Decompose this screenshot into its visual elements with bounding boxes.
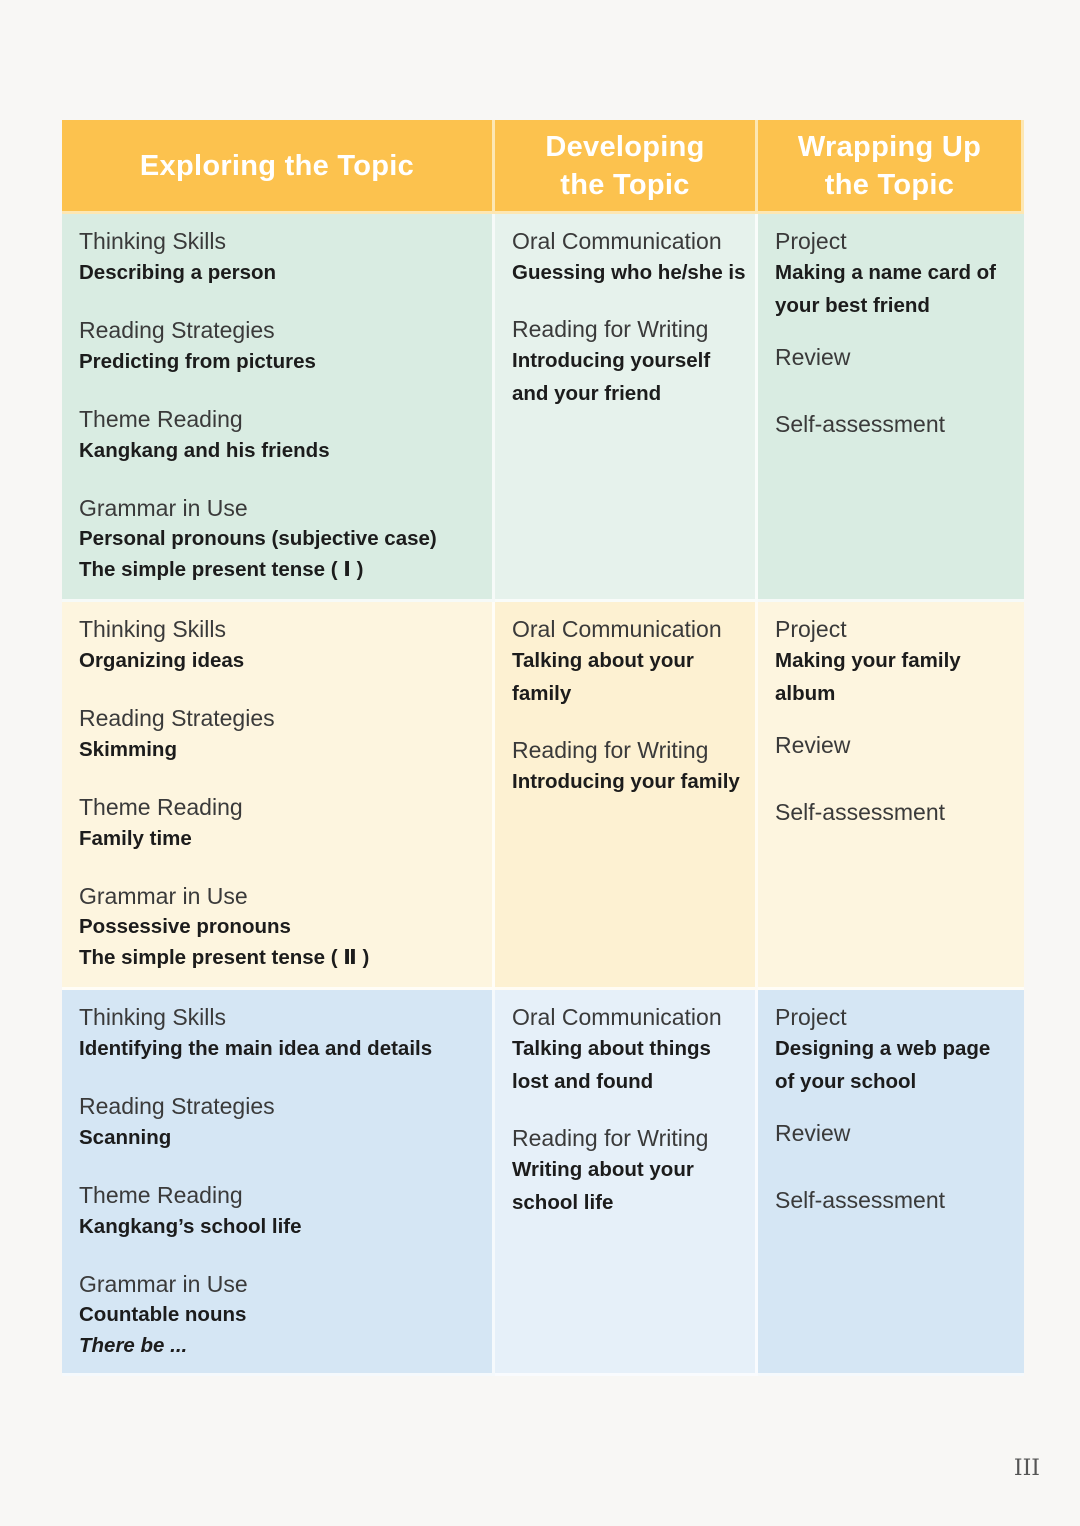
item-value-secondary: There be ... bbox=[79, 1334, 188, 1357]
item-value: Introducing your family bbox=[512, 770, 740, 793]
review-label: Review bbox=[775, 732, 851, 758]
item-label: Oral Communication bbox=[512, 228, 722, 254]
item-label: Theme Reading bbox=[79, 794, 243, 820]
item-value: Personal pronouns (subjective case) bbox=[79, 527, 437, 550]
item-label: Reading Strategies bbox=[79, 317, 275, 343]
item-value: Designing a web page of your school bbox=[775, 1037, 991, 1093]
list-item bbox=[512, 314, 751, 410]
list-item bbox=[79, 792, 478, 855]
list-item bbox=[79, 226, 478, 289]
item-value: Kangkang’s school life bbox=[79, 1215, 302, 1238]
list-item bbox=[775, 226, 1020, 322]
item-label: Reading for Writing bbox=[512, 316, 709, 342]
item-label: Reading for Writing bbox=[512, 1125, 709, 1151]
list-item bbox=[775, 1118, 1020, 1148]
list-item bbox=[775, 730, 1020, 760]
list-item bbox=[512, 614, 751, 710]
item-value: Describing a person bbox=[79, 261, 277, 284]
row-3-wrapping-cell bbox=[758, 990, 1024, 1376]
item-label: Thinking Skills bbox=[79, 228, 226, 254]
list-item bbox=[79, 1180, 478, 1243]
list-item bbox=[775, 409, 1020, 439]
item-label: Project bbox=[775, 1004, 847, 1030]
item-value: Predicting from pictures bbox=[79, 350, 316, 373]
item-label: Project bbox=[775, 228, 847, 254]
list-item bbox=[775, 614, 1020, 710]
contents-table bbox=[62, 120, 1024, 1376]
item-value-secondary: The simple present tense ( Ⅰ ) bbox=[79, 558, 364, 581]
list-item bbox=[79, 315, 478, 378]
list-item bbox=[79, 881, 478, 973]
item-value: Countable nouns bbox=[79, 1303, 247, 1326]
item-label: Theme Reading bbox=[79, 406, 243, 432]
item-label: Theme Reading bbox=[79, 1182, 243, 1208]
list-item bbox=[79, 1269, 478, 1361]
item-value: Talking about things lost and found bbox=[512, 1037, 711, 1093]
self-assessment-label: Self-assessment bbox=[775, 799, 946, 825]
header-developing: Developing the Topic bbox=[495, 120, 758, 214]
list-item bbox=[79, 404, 478, 467]
item-value: Writing about your school life bbox=[512, 1158, 694, 1214]
item-value: Introducing yourself and your friend bbox=[512, 349, 711, 405]
item-label: Grammar in Use bbox=[79, 1271, 248, 1297]
item-value: Talking about your family bbox=[512, 649, 694, 705]
self-assessment-label: Self-assessment bbox=[775, 1187, 946, 1213]
page-number: III bbox=[1013, 1456, 1040, 1481]
row-3-exploring-cell bbox=[62, 990, 495, 1376]
item-label: Reading for Writing bbox=[512, 737, 709, 763]
item-label: Reading Strategies bbox=[79, 1093, 275, 1119]
header-wrapping-up: Wrapping Up the Topic bbox=[758, 120, 1024, 214]
row-2-exploring-cell bbox=[62, 602, 495, 990]
review-label: Review bbox=[775, 344, 851, 370]
list-item bbox=[512, 226, 751, 289]
item-value: Scanning bbox=[79, 1126, 172, 1149]
list-item bbox=[512, 1123, 751, 1219]
item-label: Grammar in Use bbox=[79, 883, 248, 909]
row-2-developing-cell bbox=[495, 602, 758, 990]
list-item bbox=[775, 1002, 1020, 1098]
item-label: Grammar in Use bbox=[79, 495, 248, 521]
list-item bbox=[775, 1185, 1020, 1215]
row-1-developing-cell bbox=[495, 214, 758, 602]
list-item bbox=[512, 735, 751, 798]
list-item bbox=[512, 1002, 751, 1098]
review-label: Review bbox=[775, 1120, 851, 1146]
item-value: Guessing who he/she is bbox=[512, 261, 746, 284]
item-label: Thinking Skills bbox=[79, 616, 226, 642]
list-item bbox=[775, 797, 1020, 827]
row-1-exploring-cell bbox=[62, 214, 495, 602]
list-item bbox=[775, 342, 1020, 372]
list-item bbox=[79, 493, 478, 585]
row-1-wrapping-cell bbox=[758, 214, 1024, 602]
item-label: Project bbox=[775, 616, 847, 642]
row-3-developing-cell bbox=[495, 990, 758, 1376]
item-label: Oral Communication bbox=[512, 616, 722, 642]
item-label: Oral Communication bbox=[512, 1004, 722, 1030]
header-exploring: Exploring the Topic bbox=[62, 120, 495, 214]
item-label: Thinking Skills bbox=[79, 1004, 226, 1030]
item-value: Organizing ideas bbox=[79, 649, 245, 672]
item-value: Possessive pronouns bbox=[79, 915, 291, 938]
item-label: Reading Strategies bbox=[79, 705, 275, 731]
row-2-wrapping-cell bbox=[758, 602, 1024, 990]
list-item bbox=[79, 1091, 478, 1154]
item-value: Making a name card of your best friend bbox=[775, 261, 997, 317]
item-value: Making your family album bbox=[775, 649, 961, 705]
item-value: Kangkang and his friends bbox=[79, 439, 330, 462]
item-value: Identifying the main idea and details bbox=[79, 1037, 433, 1060]
list-item bbox=[79, 614, 478, 677]
list-item bbox=[79, 1002, 478, 1065]
self-assessment-label: Self-assessment bbox=[775, 411, 946, 437]
item-value: Family time bbox=[79, 827, 192, 850]
item-value-secondary: The simple present tense ( Ⅱ ) bbox=[79, 946, 370, 969]
list-item bbox=[79, 703, 478, 766]
item-value: Skimming bbox=[79, 738, 177, 761]
